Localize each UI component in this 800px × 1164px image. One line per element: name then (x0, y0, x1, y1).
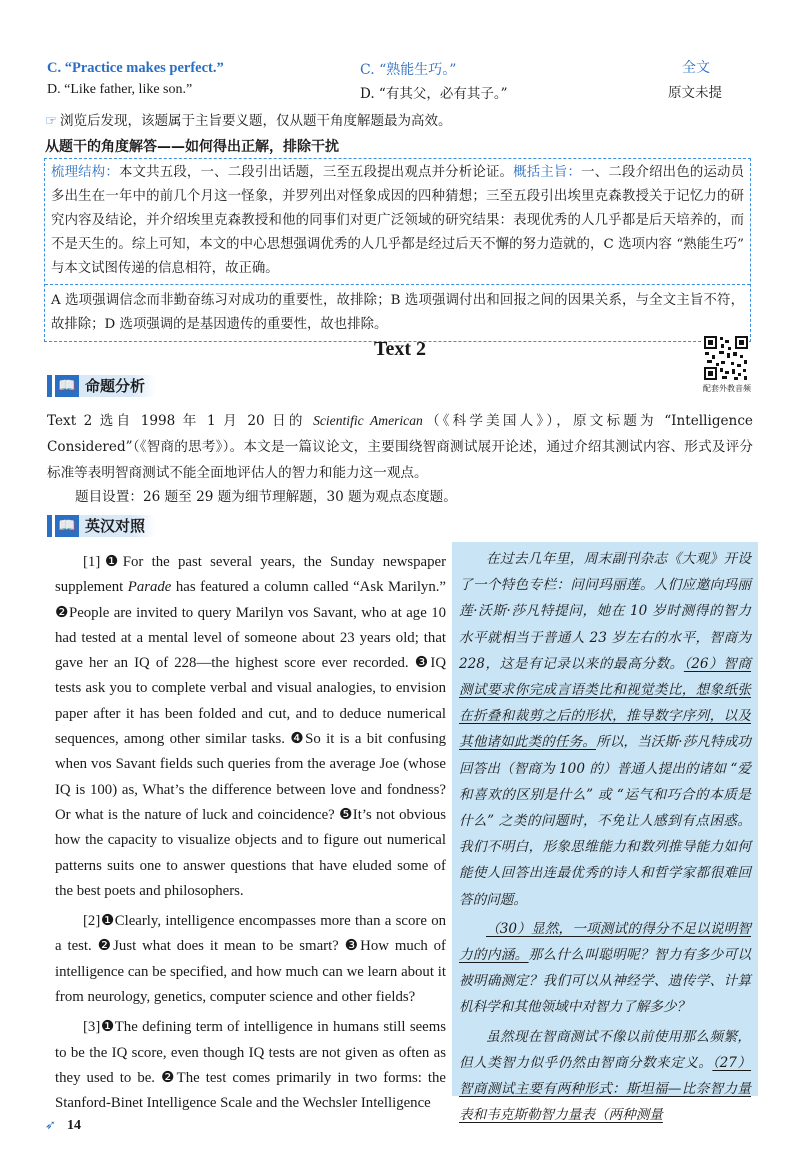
chinese-paragraph-1 (459, 546, 751, 913)
english-paragraph-3: [3]❶The defining term of intelligence in humans still seems to be the IQ score, even though IQ tests are not given as often as they used to be. ❷The test comes primarily in two forms: the Stanford-Binet Intelligence Scale and the Wechsler Intelligence (55, 1019, 446, 1112)
section-proposition-analysis (47, 375, 155, 397)
intro-part-b: （《科学美国人》），原文标题为 “Intelligence Considered”（《智商的思考》）。本文是一篇议论文，主要围绕智商测试展开论述，通过介绍其测试内容、形式及评分标准等表明智商测试不能全面地评估人的智力和能力这一观点。 (47, 413, 753, 481)
section-label: 命题分析 (79, 375, 155, 397)
chinese-paragraph-3 (459, 1024, 751, 1129)
option-c-english: C. “Practice makes perfect.” (47, 60, 224, 76)
main-idea-text: 一、二段介绍出色的运动员多出生在一年中的前几个月这一怪象，并罗列出对怪象成因的四种猜想；三至五段引出埃里克森教授关于记忆力的研究内容及结论，并介绍埃里克森教授和他的同事们对更广泛领域的研究结果：表现优秀的人几乎都是后天培养的，而不是天生的。综上可知，本文的中心思想强调优秀的人几乎都是经过后天不懈的努力造就的，C 选项内容 “熟能生巧” 与本文试图传递的信息相符，故正确。 (51, 165, 745, 276)
chinese-p3-a: 虽然现在智商测试不像以前使用那么频繁，但人类智力似乎仍然由智商分数来定义。 (459, 1028, 751, 1071)
section-label: 英汉对照 (79, 515, 155, 537)
intro-source: Scientific American (313, 413, 423, 428)
chinese-p3-underlined: （27）智商测试主要有两种形式：斯坦福—比奈智力量表和韦克斯勒智力量表（两种测量 (459, 1054, 752, 1124)
english-p1-a: [1]❶For the past several years, the Sunday newspaper supplement (55, 554, 446, 596)
chinese-column (452, 542, 758, 1124)
section-bilingual (47, 515, 155, 537)
answer-heading: 从题干的角度解答——如何得出正解，排除干扰 (45, 139, 339, 155)
chinese-paragraph-2 (459, 916, 751, 1021)
analysis-box (44, 158, 751, 342)
qr-caption: 配套外教音频 (703, 384, 751, 393)
chinese-p2-b: 那么什么叫聪明呢？智力有多少可以被明确测定？我们可以从神经学、遗传学、计算机科学和其他领域中对智力了解多少？ (459, 947, 752, 1016)
english-paragraph-2: [2]❶Clearly, intelligence encompasses more than a score on a test. ❷Just what does it mean to be smart? ❸How much of intelligence can be specified, and how much can we learn about it from neurology, genetics, computer science and other fields? (55, 913, 446, 1006)
english-paragraph-1 (55, 550, 446, 904)
intro-paragraph (47, 408, 753, 486)
text2-title: Text 2 (373, 338, 427, 360)
page-number-text: 14 (67, 1118, 81, 1133)
option-c-chinese: C. “熟能生巧。” (360, 62, 457, 78)
intro-part-a: Text 2 选自 1998 年 1 月 20 日的 (47, 413, 314, 429)
book-icon: 📖 (55, 375, 79, 397)
tip-line (45, 109, 452, 129)
main-idea-label: 概括主旨： (513, 165, 582, 180)
magazine-name: Parade (127, 579, 172, 596)
tip-text: 浏览后发现，该题属于主旨要义题，仅从题干角度解题最为高效。 (60, 113, 452, 129)
section-bar (47, 515, 52, 537)
page-marker-icon: ➶ (45, 1118, 56, 1133)
structure-label: 梳理结构： (51, 165, 119, 180)
section-bar (47, 375, 52, 397)
qr-code-icon[interactable] (703, 335, 749, 381)
chinese-p1-a: 在过去几年里，周末副刊杂志《大观》开设了一个特色专栏：问问玛丽莲。人们应邀向玛丽莲·沃斯·莎凡特提问，她在 10 岁时测得的智力水平就相当于普通人 23 岁左右的水平，智商为 228，这是有记录以来的最高分数。 (459, 551, 751, 672)
option-d-chinese: D. “有其父，必有其子。” (360, 86, 508, 102)
structure-text: 本文共五段，一、二段引出话题，三至五段提出观点并分析论证。 (118, 165, 514, 180)
hand-pointer-icon: ☞ (45, 113, 58, 129)
page-number (45, 1118, 81, 1134)
analysis-eliminate: A 选项强调信念而非勤奋练习对成功的重要性，故排除；B 选项强调付出和回报之间的因果关系，与全文主旨不符，故排除；D 选项强调的是基因遗传的重要性，故也排除。 (51, 293, 744, 332)
english-column (55, 550, 446, 1122)
question-setup: 题目设置：26 题至 29 题为细节理解题，30 题为观点态度题。 (75, 489, 457, 505)
option-d-english: D. “Like father, like son.” (47, 82, 193, 97)
book-icon: 📖 (55, 515, 79, 537)
option-d-note: 原文未提 (668, 85, 722, 101)
option-c-note: 全文 (682, 60, 710, 76)
chinese-p2-underlined: （30）显然，一项测试的得分不足以说明智力的内涵。 (459, 920, 751, 964)
chinese-p1-b: 所以，当沃斯·莎凡特成功回答出（智商为 100 的）普通人提出的诸如 “爱和喜欢的区别是什么” 或 “运气和巧合的本质是什么” 之类的问题时，不免让人感到有点困惑。我们不明白，形象思维能力和数列推导能力如何能使人回答出连最优秀的诗人和哲学家都很难回答的问题。 (459, 734, 752, 908)
analysis-structure (45, 159, 750, 285)
english-p1-b: has featured a column called “Ask Marilyn.” ❷People are invited to query Marilyn vos Savant, who at age 10 had tested at a mental level of someone about 23 years old; that gave her an IQ of 228—the highest score ever recorded. ❸IQ tests ask you to complete verbal and visual analogies, to envision paper after it has been folded and cut, and to deduce numerical sequences, among other similar tasks. ❹So it is a bit confusing when vos Savant fields such queries from the average Joe (whose IQ is 100) as, What’s the difference between love and fondness? Or what is the nature of luck and coincidence? ❺It’s not obvious how the capacity to visualize objects and to figure out numerical patterns suits one to answer questions that have eluded some of the best poets and philosophers. (55, 579, 446, 899)
chinese-p1-underlined: （26）智商测试要求你完成言语类比和视觉类比，想象纸张在折叠和裁剪之后的形状，推导数字序列，以及其他诸如此类的任务。 (459, 655, 752, 751)
